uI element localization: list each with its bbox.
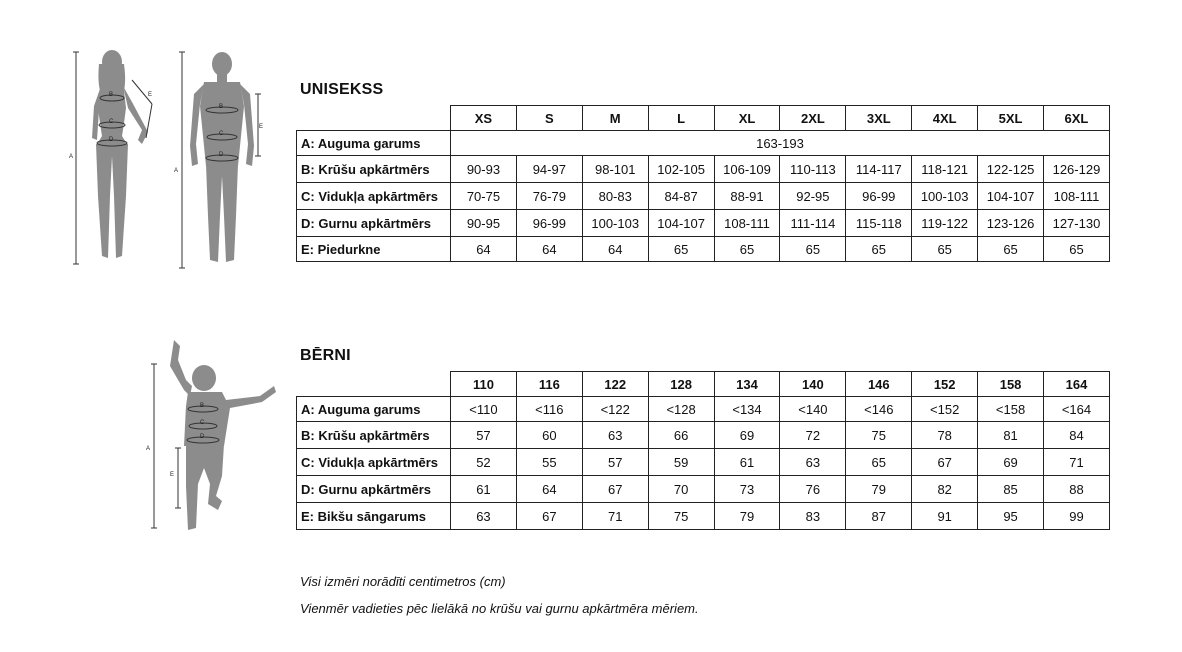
- table-cell: 96-99: [846, 183, 912, 210]
- row-label: B: Krūšu apkārtmērs: [297, 156, 451, 183]
- size-header: 116: [516, 372, 582, 397]
- table-cell: 63: [780, 449, 846, 476]
- table-row: [297, 237, 1110, 262]
- row-label: E: Bikšu sāngarums: [297, 503, 451, 530]
- table-cell: 98-101: [582, 156, 648, 183]
- table-cell: 79: [846, 476, 912, 503]
- table-cell: 80-83: [582, 183, 648, 210]
- table-cell: 65: [1044, 237, 1110, 262]
- table-cell: 95: [978, 503, 1044, 530]
- table-cell: 106-109: [714, 156, 780, 183]
- table-cell: 81: [978, 422, 1044, 449]
- table-cell: 94-97: [516, 156, 582, 183]
- table-cell: 70-75: [451, 183, 517, 210]
- table-cell: 114-117: [846, 156, 912, 183]
- table-cell: 66: [648, 422, 714, 449]
- table-row: [297, 156, 1110, 183]
- row-label: C: Vidukļa apkārtmērs: [297, 449, 451, 476]
- size-header: 158: [978, 372, 1044, 397]
- size-header: 122: [582, 372, 648, 397]
- table-cell: <122: [582, 397, 648, 422]
- table-cell: 59: [648, 449, 714, 476]
- child-label-a: A: [146, 446, 151, 452]
- table-cell: 123-126: [978, 210, 1044, 237]
- table-cell: 70: [648, 476, 714, 503]
- table-row: [297, 449, 1110, 476]
- female-label-b: B: [109, 92, 114, 98]
- table-cell: 100-103: [912, 183, 978, 210]
- size-header: L: [648, 106, 714, 131]
- table-cell: 64: [451, 237, 517, 262]
- table-cell: 84-87: [648, 183, 714, 210]
- table-cell: 96-99: [516, 210, 582, 237]
- kids-size-table: [296, 371, 1110, 530]
- table-cell: 71: [582, 503, 648, 530]
- table-header-row: [297, 372, 1110, 397]
- size-header: XL: [714, 106, 780, 131]
- size-header: 164: [1044, 372, 1110, 397]
- table-cell: 69: [714, 422, 780, 449]
- size-header: 146: [846, 372, 912, 397]
- row-label: D: Gurnu apkārtmērs: [297, 210, 451, 237]
- table-cell: <146: [846, 397, 912, 422]
- table-cell: <164: [1044, 397, 1110, 422]
- table-cell: <116: [516, 397, 582, 422]
- table-cell: 90-95: [451, 210, 517, 237]
- size-header: 2XL: [780, 106, 846, 131]
- table-row: [297, 422, 1110, 449]
- table-cell: 88-91: [714, 183, 780, 210]
- table-cell: 88: [1044, 476, 1110, 503]
- table-cell: 57: [451, 422, 517, 449]
- table-cell: 64: [516, 237, 582, 262]
- table-cell: 65: [648, 237, 714, 262]
- size-header: 140: [780, 372, 846, 397]
- table-cell: 122-125: [978, 156, 1044, 183]
- table-cell: <110: [451, 397, 517, 422]
- row-label: A: Auguma garums: [297, 397, 451, 422]
- table-cell: <152: [912, 397, 978, 422]
- row-label: E: Piedurkne: [297, 237, 451, 262]
- table-header-row: [297, 106, 1110, 131]
- male-label-b: B: [219, 104, 224, 110]
- table-cell: 75: [846, 422, 912, 449]
- table-cell: 76: [780, 476, 846, 503]
- size-header: 128: [648, 372, 714, 397]
- table-cell: 63: [582, 422, 648, 449]
- female-figure-illustration: [66, 46, 166, 272]
- size-header: 134: [714, 372, 780, 397]
- table-cell: 67: [582, 476, 648, 503]
- unisex-size-table: [296, 105, 1110, 262]
- table-cell: 57: [582, 449, 648, 476]
- table-cell: 104-107: [978, 183, 1044, 210]
- table-cell: 126-129: [1044, 156, 1110, 183]
- female-label-d: D: [109, 137, 114, 143]
- table-cell: 79: [714, 503, 780, 530]
- table-cell: 108-111: [714, 210, 780, 237]
- table-cell: <140: [780, 397, 846, 422]
- male-label-e: E: [259, 124, 264, 130]
- table-cell: 82: [912, 476, 978, 503]
- table-cell: 76-79: [516, 183, 582, 210]
- table-cell: 85: [978, 476, 1044, 503]
- child-label-c: C: [200, 420, 205, 426]
- table-cell: 75: [648, 503, 714, 530]
- table-row: [297, 183, 1110, 210]
- female-label-c: C: [109, 119, 114, 125]
- row-label: C: Vidukļa apkārtmērs: [297, 183, 451, 210]
- table-cell: 127-130: [1044, 210, 1110, 237]
- size-header: 6XL: [1044, 106, 1110, 131]
- table-cell: 72: [780, 422, 846, 449]
- male-label-d: D: [219, 152, 224, 158]
- child-label-b: B: [200, 403, 205, 409]
- table-cell: 65: [846, 237, 912, 262]
- table-cell: 111-114: [780, 210, 846, 237]
- size-header: 110: [451, 372, 517, 397]
- table-cell: 100-103: [582, 210, 648, 237]
- size-header: XS: [451, 106, 517, 131]
- table-cell: 119-122: [912, 210, 978, 237]
- table-row: [297, 476, 1110, 503]
- table-cell: 64: [516, 476, 582, 503]
- table-cell: 83: [780, 503, 846, 530]
- child-label-d: D: [200, 434, 205, 440]
- row-label: B: Krūšu apkārtmērs: [297, 422, 451, 449]
- size-header: S: [516, 106, 582, 131]
- height-range-cell: 163-193: [451, 131, 1110, 156]
- table-cell: 99: [1044, 503, 1110, 530]
- child-figure-illustration: [140, 336, 280, 536]
- note-guidance: Vienmēr vadieties pēc lielākā no krūšu vai gurnu apkārtmēra mēriem.: [300, 601, 699, 616]
- child-label-e: E: [170, 472, 175, 478]
- size-header: 5XL: [978, 106, 1044, 131]
- table-cell: 104-107: [648, 210, 714, 237]
- size-header: M: [582, 106, 648, 131]
- table-cell: <134: [714, 397, 780, 422]
- table-cell: 67: [912, 449, 978, 476]
- size-header: 4XL: [912, 106, 978, 131]
- table-cell: 91: [912, 503, 978, 530]
- table-cell: 71: [1044, 449, 1110, 476]
- table-cell: 65: [714, 237, 780, 262]
- table-cell: 61: [451, 476, 517, 503]
- table-cell: 102-105: [648, 156, 714, 183]
- table-cell: 110-113: [780, 156, 846, 183]
- table-cell: 90-93: [451, 156, 517, 183]
- table-cell: 65: [978, 237, 1044, 262]
- male-figure-illustration: [168, 46, 272, 272]
- row-label: A: Auguma garums: [297, 131, 451, 156]
- table-cell: 67: [516, 503, 582, 530]
- table-row: [297, 397, 1110, 422]
- table-cell: 118-121: [912, 156, 978, 183]
- table-row: [297, 503, 1110, 530]
- size-header: 152: [912, 372, 978, 397]
- table-cell: 52: [451, 449, 517, 476]
- table-cell: 55: [516, 449, 582, 476]
- table-cell: 84: [1044, 422, 1110, 449]
- female-label-e: E: [148, 92, 153, 98]
- kids-title: BĒRNI: [300, 347, 351, 364]
- note-units: Visi izmēri norādīti centimetros (cm): [300, 574, 506, 589]
- table-cell: 61: [714, 449, 780, 476]
- table-cell: 64: [582, 237, 648, 262]
- table-cell: 108-111: [1044, 183, 1110, 210]
- male-label-a: A: [174, 168, 179, 174]
- table-cell: <158: [978, 397, 1044, 422]
- table-cell: 78: [912, 422, 978, 449]
- female-label-a: A: [69, 154, 74, 160]
- male-label-c: C: [219, 131, 224, 137]
- unisex-title: UNISEKSS: [300, 81, 384, 98]
- table-cell: 115-118: [846, 210, 912, 237]
- table-cell: 92-95: [780, 183, 846, 210]
- table-row: [297, 210, 1110, 237]
- table-cell: <128: [648, 397, 714, 422]
- table-cell: 65: [846, 449, 912, 476]
- table-cell: 65: [912, 237, 978, 262]
- table-cell: 65: [780, 237, 846, 262]
- table-row: [297, 131, 1110, 156]
- size-header: 3XL: [846, 106, 912, 131]
- row-label: D: Gurnu apkārtmērs: [297, 476, 451, 503]
- table-cell: 63: [451, 503, 517, 530]
- table-cell: 60: [516, 422, 582, 449]
- table-cell: 87: [846, 503, 912, 530]
- table-cell: 73: [714, 476, 780, 503]
- table-cell: 69: [978, 449, 1044, 476]
